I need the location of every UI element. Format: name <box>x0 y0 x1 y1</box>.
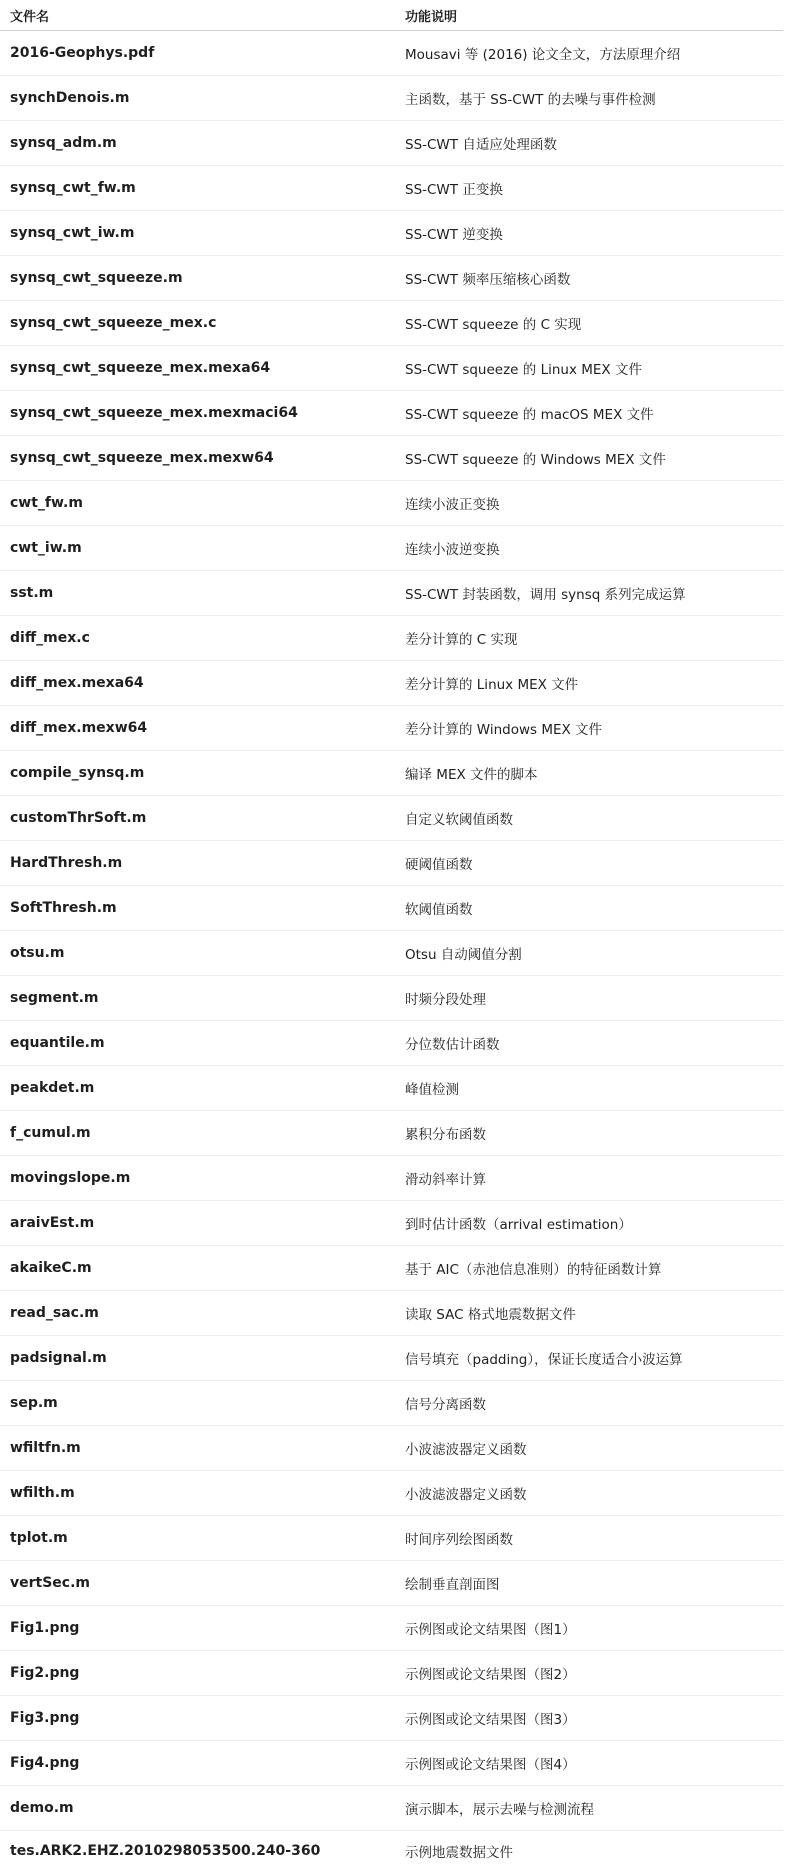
file-description-cell: Mousavi 等 (2016) 论文全文，方法原理介绍 <box>395 31 783 76</box>
file-name-cell: wfiltfn.m <box>0 1426 395 1471</box>
table-row <box>0 1471 783 1516</box>
file-name-cell: equantile.m <box>0 1021 395 1066</box>
file-name-cell: araivEst.m <box>0 1201 395 1246</box>
file-name-cell: sep.m <box>0 1381 395 1426</box>
column-header-description: 功能说明 <box>395 0 783 31</box>
table-row <box>0 1831 783 1871</box>
file-description-cell: 主函数，基于 SS-CWT 的去噪与事件检测 <box>395 76 783 121</box>
file-description-cell: SS-CWT 频率压缩核心函数 <box>395 256 783 301</box>
file-name-cell: wfilth.m <box>0 1471 395 1516</box>
file-name-cell: akaikeC.m <box>0 1246 395 1291</box>
file-description-cell: SS-CWT 封装函数，调用 synsq 系列完成运算 <box>395 571 783 616</box>
file-name-cell: synsq_adm.m <box>0 121 395 166</box>
table-row <box>0 1426 783 1471</box>
table-row <box>0 1561 783 1606</box>
table-row <box>0 886 783 931</box>
file-description-cell: SS-CWT squeeze 的 Linux MEX 文件 <box>395 346 783 391</box>
file-name-cell: movingslope.m <box>0 1156 395 1201</box>
file-description-cell: 小波滤波器定义函数 <box>395 1471 783 1516</box>
file-name-cell: 2016-Geophys.pdf <box>0 31 395 76</box>
table-row <box>0 301 783 346</box>
file-description-cell: 差分计算的 Linux MEX 文件 <box>395 661 783 706</box>
file-description-cell: 连续小波逆变换 <box>395 526 783 571</box>
table-row <box>0 1021 783 1066</box>
file-description-cell: 软阈值函数 <box>395 886 783 931</box>
table-row <box>0 571 783 616</box>
table-row <box>0 1336 783 1381</box>
file-description-cell: 硬阈值函数 <box>395 841 783 886</box>
table-row <box>0 436 783 481</box>
file-description-cell: 示例图或论文结果图（图1） <box>395 1606 783 1651</box>
file-name-cell: segment.m <box>0 976 395 1021</box>
file-description-cell: 滑动斜率计算 <box>395 1156 783 1201</box>
file-name-cell: synsq_cwt_squeeze_mex.mexmaci64 <box>0 391 395 436</box>
file-name-cell: HardThresh.m <box>0 841 395 886</box>
file-description-cell: 信号分离函数 <box>395 1381 783 1426</box>
table-row <box>0 1066 783 1111</box>
table-row <box>0 1201 783 1246</box>
file-name-cell: synchDenois.m <box>0 76 395 121</box>
file-name-cell: synsq_cwt_squeeze_mex.c <box>0 301 395 346</box>
file-description-cell: 绘制垂直剖面图 <box>395 1561 783 1606</box>
table-row <box>0 661 783 706</box>
table-row <box>0 1696 783 1741</box>
file-description-cell: 累积分布函数 <box>395 1111 783 1156</box>
table-row <box>0 1606 783 1651</box>
table-row <box>0 796 783 841</box>
file-description-cell: 差分计算的 Windows MEX 文件 <box>395 706 783 751</box>
file-name-cell: Fig1.png <box>0 1606 395 1651</box>
file-name-cell: Fig2.png <box>0 1651 395 1696</box>
file-description-cell: SS-CWT squeeze 的 Windows MEX 文件 <box>395 436 783 481</box>
file-description-cell: 连续小波正变换 <box>395 481 783 526</box>
file-description-cell: 示例图或论文结果图（图4） <box>395 1741 783 1786</box>
file-description-cell: SS-CWT 逆变换 <box>395 211 783 256</box>
file-description-cell: 时间序列绘图函数 <box>395 1516 783 1561</box>
file-name-cell: tplot.m <box>0 1516 395 1561</box>
file-name-cell: cwt_fw.m <box>0 481 395 526</box>
table-row <box>0 1741 783 1786</box>
table-row <box>0 166 783 211</box>
file-description-cell: 差分计算的 C 实现 <box>395 616 783 661</box>
file-name-cell: synsq_cwt_squeeze_mex.mexa64 <box>0 346 395 391</box>
file-name-cell: f_cumul.m <box>0 1111 395 1156</box>
file-name-cell: peakdet.m <box>0 1066 395 1111</box>
file-description-cell: 示例图或论文结果图（图3） <box>395 1696 783 1741</box>
file-description-cell: 读取 SAC 格式地震数据文件 <box>395 1291 783 1336</box>
table-row <box>0 1156 783 1201</box>
file-name-cell: tes.ARK2.EHZ.2010298053500.240-360 <box>0 1831 395 1871</box>
file-name-cell: read_sac.m <box>0 1291 395 1336</box>
table-row <box>0 706 783 751</box>
table-row <box>0 616 783 661</box>
file-name-cell: synsq_cwt_squeeze_mex.mexw64 <box>0 436 395 481</box>
file-name-cell: diff_mex.mexw64 <box>0 706 395 751</box>
file-name-cell: diff_mex.mexa64 <box>0 661 395 706</box>
table-row <box>0 256 783 301</box>
table-row <box>0 31 783 76</box>
table-row <box>0 1111 783 1156</box>
table-row <box>0 481 783 526</box>
table-row <box>0 211 783 256</box>
file-name-cell: demo.m <box>0 1786 395 1831</box>
file-description-cell: 小波滤波器定义函数 <box>395 1426 783 1471</box>
table-row <box>0 121 783 166</box>
file-name-cell: Fig3.png <box>0 1696 395 1741</box>
file-name-cell: customThrSoft.m <box>0 796 395 841</box>
table-body <box>0 31 783 1871</box>
table-row <box>0 931 783 976</box>
file-description-cell: 自定义软阈值函数 <box>395 796 783 841</box>
file-description-cell: Otsu 自动阈值分割 <box>395 931 783 976</box>
file-description-cell: 分位数估计函数 <box>395 1021 783 1066</box>
file-name-cell: synsq_cwt_iw.m <box>0 211 395 256</box>
table-row <box>0 976 783 1021</box>
file-description-cell: SS-CWT squeeze 的 macOS MEX 文件 <box>395 391 783 436</box>
table-row <box>0 1246 783 1291</box>
table-row <box>0 1381 783 1426</box>
file-description-cell: 编译 MEX 文件的脚本 <box>395 751 783 796</box>
table-row <box>0 1516 783 1561</box>
table-row <box>0 76 783 121</box>
file-description-cell: 基于 AIC（赤池信息准则）的特征函数计算 <box>395 1246 783 1291</box>
table-row <box>0 1651 783 1696</box>
file-name-cell: SoftThresh.m <box>0 886 395 931</box>
file-description-cell: 峰值检测 <box>395 1066 783 1111</box>
file-description-cell: 信号填充（padding），保证长度适合小波运算 <box>395 1336 783 1381</box>
file-name-cell: compile_synsq.m <box>0 751 395 796</box>
table-row <box>0 391 783 436</box>
file-description-cell: SS-CWT 正变换 <box>395 166 783 211</box>
table-row <box>0 526 783 571</box>
file-name-cell: synsq_cwt_fw.m <box>0 166 395 211</box>
file-name-cell: diff_mex.c <box>0 616 395 661</box>
file-name-cell: vertSec.m <box>0 1561 395 1606</box>
file-name-cell: sst.m <box>0 571 395 616</box>
file-name-cell: padsignal.m <box>0 1336 395 1381</box>
file-name-cell: cwt_iw.m <box>0 526 395 571</box>
file-description-cell: 时频分段处理 <box>395 976 783 1021</box>
table-row <box>0 841 783 886</box>
file-description-cell: 示例地震数据文件 <box>395 1831 783 1871</box>
table-row <box>0 1786 783 1831</box>
file-description-cell: 到时估计函数（arrival estimation） <box>395 1201 783 1246</box>
file-name-cell: synsq_cwt_squeeze.m <box>0 256 395 301</box>
file-description-cell: SS-CWT squeeze 的 C 实现 <box>395 301 783 346</box>
file-name-cell: Fig4.png <box>0 1741 395 1786</box>
table-row <box>0 346 783 391</box>
file-description-cell: SS-CWT 自适应处理函数 <box>395 121 783 166</box>
table-row <box>0 751 783 796</box>
table-row <box>0 1291 783 1336</box>
file-description-cell: 演示脚本，展示去噪与检测流程 <box>395 1786 783 1831</box>
column-header-filename: 文件名 <box>0 0 395 31</box>
table-header-row <box>0 0 783 31</box>
file-name-cell: otsu.m <box>0 931 395 976</box>
file-description-cell: 示例图或论文结果图（图2） <box>395 1651 783 1696</box>
